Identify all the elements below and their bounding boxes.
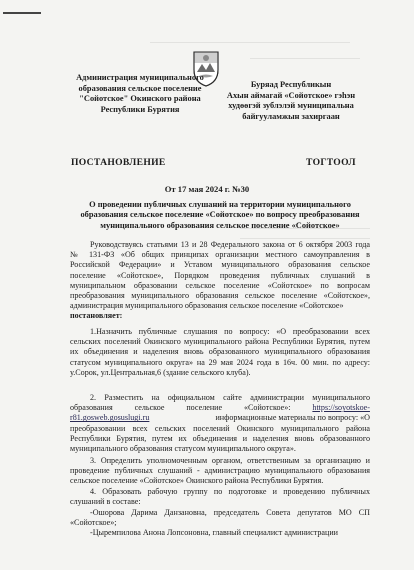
website-link-continued[interactable]: r81.gosweb.gosuslugi.ru <box>70 413 150 423</box>
item-line: 1.Назначить публичные слушания по вопросу: «О преобразовании всех <box>90 327 370 336</box>
website-link[interactable]: https://soyotskoe- <box>312 403 370 413</box>
preamble-line: муниципальном образовании сельское поселение «Сойотское» по вопросам <box>70 280 370 290</box>
preamble-line: администрация муниципального образования сельское поселение «Сойотское» <box>70 301 344 311</box>
preamble-line: поселение «Сойотское», Порядком проведения публичных слушаний в <box>70 270 370 280</box>
org-line: Республики Бурятия <box>100 104 180 114</box>
preamble-line: Российской Федерации» и Уставом муниципального образования сельское <box>70 260 370 270</box>
show-through <box>240 238 370 239</box>
org-line: худөөгэй зублэлэй муниципальна <box>228 101 354 111</box>
org-line: Буряад Республикын <box>250 80 332 89</box>
org-name-buryat <box>222 80 360 122</box>
item-3 <box>70 456 370 487</box>
preamble-line: Руководствуясь статьями 13 и 28 Федерального закона от 6 октября 2003 года <box>90 240 370 249</box>
resolves-word: постановляет: <box>70 311 123 321</box>
scan-mark <box>3 12 41 14</box>
title-line: О проведении публичных слушаний на территории муниципального <box>89 200 351 209</box>
item-line <box>70 403 370 413</box>
item-line <box>70 413 370 423</box>
member-line: «Сойотское»; <box>70 518 117 528</box>
show-through <box>250 58 360 59</box>
item-4 <box>70 487 370 507</box>
preamble <box>70 240 370 322</box>
org-line: байгууламжын захиргаан <box>242 111 340 121</box>
item-line: 3. Определить уполномоченным органом, ответственным за организацию и <box>90 456 370 465</box>
preamble-line: преобразования муниципального образования сельское поселение «Сойотское», <box>70 291 370 301</box>
item-1 <box>70 327 370 378</box>
item-line: статусом муниципального округа» на 29 мая 2024 года в 16ч. 00 мин. по адресу: <box>70 357 370 367</box>
item-line: слушаний в составе: <box>70 497 141 507</box>
preamble-line: № 131-ФЗ «Об общих принципах организации местного самоуправления в <box>70 250 370 260</box>
item-line: проведение публичных слушаний - администрацию муниципального образования <box>70 466 370 476</box>
working-group-members <box>70 508 370 539</box>
item-line: 4. Образовать рабочую группу по подготовке и проведению публичных <box>90 487 370 496</box>
item-word: «Сойотское»: <box>243 403 291 413</box>
show-through <box>150 42 350 43</box>
org-line: Ахын аймагай «Сойотское» гэhэн <box>226 90 356 100</box>
item-word: образования <box>70 403 113 413</box>
item-word: поселение <box>186 403 223 413</box>
item-line: муниципального образования статусом муниципального округа». <box>70 444 296 454</box>
org-line: Администрация муниципального <box>76 73 204 82</box>
item-line: преобразовании всех сельских поселений Окинского муниципального района <box>70 423 370 433</box>
org-line: "Сойотское" Окинского района <box>79 94 201 104</box>
title-line: муниципального образования сельское поселение «Сойотское» <box>100 220 340 230</box>
item-line: у.Сорок, ул.Центральная,6 (здание сельского клуба). <box>70 367 251 377</box>
item-line: сельских поселений Окинского муниципального района Республики Бурятия, путем <box>70 337 370 347</box>
item-line: Республики Бурятия, путем их объединения и наделения вновь образованного <box>70 433 370 443</box>
title-line: образования сельское поселение «Сойотское» по вопросу преобразования <box>80 210 360 220</box>
member-line: -Цыремпилова Анона Лопсоновна, главный специалист администрации <box>90 528 339 538</box>
doc-type-buryat: ТОГТООЛ <box>306 157 356 168</box>
org-name-russian <box>64 73 216 115</box>
doc-type-russian: ПОСТАНОВЛЕНИЕ <box>71 157 166 168</box>
item-text: информационные материалы по вопросу: «О <box>215 413 370 423</box>
member-line: -Ошорова Дарима Данзановна, председатель Совета депутатов МО СП <box>90 508 370 517</box>
doc-date-number: От 17 мая 2024 г. №30 <box>164 184 250 194</box>
item-2 <box>70 393 370 454</box>
doc-title <box>70 200 370 231</box>
item-line: сельское поселение «Сойотское» Окинского района Республики Бурятия. <box>70 476 324 486</box>
item-line: их объединения и наделения вновь образованного муниципального образования <box>70 347 370 357</box>
item-word: сельское <box>134 403 165 413</box>
org-line: образования сельское поселение <box>78 83 202 93</box>
item-line: 2. Разместить на официальном сайте администрации муниципального <box>90 393 370 402</box>
